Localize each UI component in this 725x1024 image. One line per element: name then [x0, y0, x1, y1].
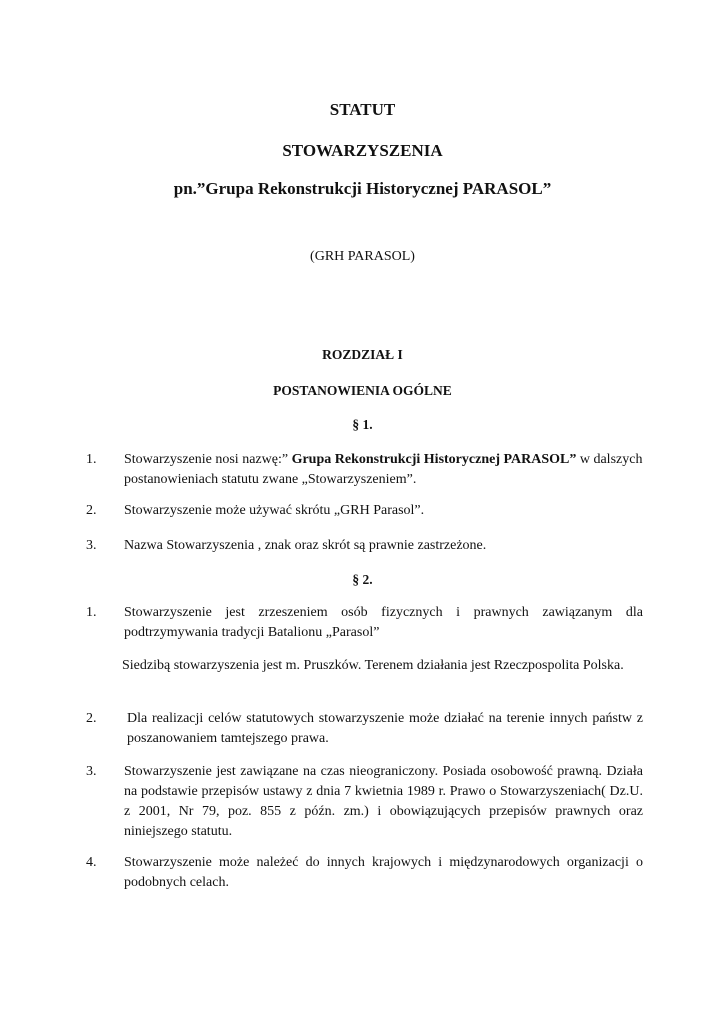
- association-name: pn.”Grupa Rekonstrukcji Historycznej PARASOL”: [173, 179, 552, 198]
- item-number: 1.: [86, 452, 97, 467]
- item-text: Dla realizacji celów statutowych stowarzyszenie może działać na terenie innych państw z poszanowaniem tamtejszego prawa.: [127, 711, 643, 746]
- document-subtitle: STOWARZYSZENIA: [282, 141, 443, 160]
- chapter-subheading: POSTANOWIENIA OGÓLNE: [273, 383, 452, 398]
- section-2-symbol: § 2.: [352, 572, 373, 587]
- item-text: Stowarzyszenie jest zawiązane na czas nieograniczony. Posiada osobowość prawną. Działa na podstawie przepisów ustawy z dnia 7 kwietnia 1989 r. Prawo o Stowarzyszeniach( Dz.U. z 2001, Nr 79, poz. 855 z późn. zm.) i obowiązujących przepisów prawnych oraz niniejszego statutu.: [124, 764, 643, 839]
- item-text: Stowarzyszenie może należeć do innych krajowych i międzynarodowych organizacji o podobnych celach.: [124, 855, 643, 890]
- section-2-seat-paragraph: Siedzibą stowarzyszenia jest m. Pruszków. Terenem działania jest Rzeczpospolita Polska.: [122, 658, 624, 673]
- item-text: Nazwa Stowarzyszenia , znak oraz skrót są prawnie zastrzeżone.: [124, 538, 487, 553]
- document-title: STATUT: [329, 100, 396, 119]
- item-number: 3.: [86, 538, 97, 553]
- association-name-bold: Grupa Rekonstrukcji Historycznej PARASOL”: [291, 452, 577, 467]
- association-abbreviation: (GRH PARASOL): [310, 249, 415, 264]
- chapter-heading: ROZDZIAŁ I: [322, 347, 403, 362]
- item-number: 1.: [86, 605, 97, 620]
- item-text: Stowarzyszenie nosi nazwę:” Grupa Rekonstrukcji Historycznej PARASOL” w dalszych postanowieniach statutu zwane „Stowarzyszeniem”.: [124, 452, 643, 487]
- item-number: 4.: [86, 855, 97, 870]
- item-number: 2.: [86, 711, 97, 726]
- item-number: 3.: [86, 764, 97, 779]
- item-number: 2.: [86, 503, 97, 518]
- item-text: Stowarzyszenie może używać skrótu „GRH Parasol”.: [124, 503, 425, 518]
- item-text: Stowarzyszenie jest zrzeszeniem osób fizycznych i prawnych zawiązanym dla podtrzymywania tradycji Batalionu „Parasol”: [124, 605, 643, 640]
- section-1-symbol: § 1.: [352, 417, 373, 432]
